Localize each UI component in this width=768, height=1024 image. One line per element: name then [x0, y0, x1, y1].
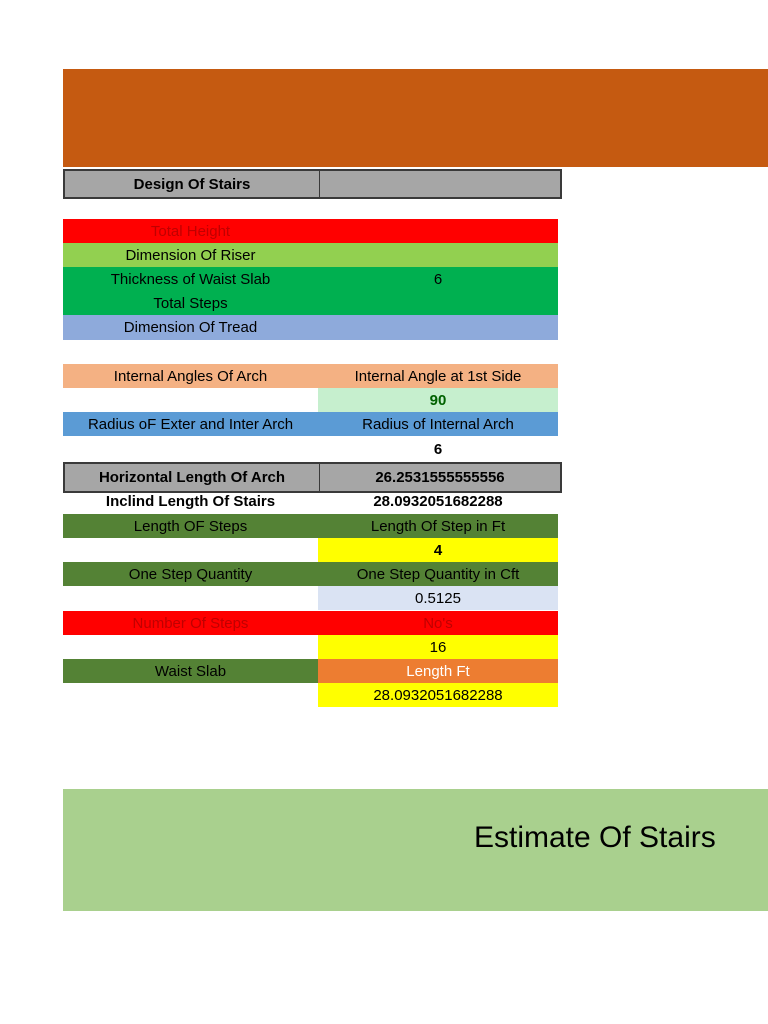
horizontal-length-value: 26.2531555555556 [375, 469, 505, 486]
waist-thickness-value: 6 [433, 270, 443, 288]
horizontal-length-label: Horizontal Length Of Arch [65, 464, 320, 491]
radius-value-row [63, 437, 558, 461]
waist-slab-value-row [63, 683, 558, 707]
dimension-riser-value [318, 243, 558, 267]
one-step-qty-value: 0.5125 [318, 586, 558, 610]
design-title-row [63, 169, 562, 199]
dimension-tread-row [63, 315, 558, 340]
total-steps-value [318, 291, 558, 315]
length-steps-label: Length OF Steps [63, 514, 318, 538]
total-height-label: Total Height [150, 222, 231, 240]
internal-angle-header: Internal Angle at 1st Side [318, 364, 558, 388]
total-height-row [63, 219, 558, 243]
length-step-header: Length Of Step in Ft [318, 514, 558, 538]
length-steps-row [63, 514, 558, 538]
estimate-title: Estimate Of Stairs [474, 821, 716, 854]
inclined-length-value: 28.0932051682288 [373, 492, 503, 510]
one-step-qty-header: One Step Quantity in Cft [318, 562, 558, 586]
one-step-qty-value-row [63, 586, 558, 610]
inclined-length-label: Inclind Length Of Stairs [105, 492, 276, 510]
dimension-riser-row [63, 243, 558, 267]
internal-angles-label: Internal Angles Of Arch [63, 364, 318, 388]
dimension-tread-value [318, 315, 558, 340]
design-title-value [320, 171, 560, 197]
total-steps-row [63, 291, 558, 315]
radius-row [63, 412, 558, 436]
estimate-banner [63, 789, 768, 911]
internal-angle-value-row [63, 388, 558, 412]
design-title-label: Design Of Stairs [65, 171, 320, 197]
number-steps-header: No's [318, 611, 558, 635]
waist-thickness-row [63, 267, 558, 291]
waist-slab-row [63, 659, 558, 683]
number-steps-row [63, 611, 558, 635]
total-steps-label: Total Steps [153, 294, 228, 312]
radius-label: Radius oF Exter and Inter Arch [63, 412, 318, 436]
inclined-length-row [63, 489, 558, 513]
waist-slab-label: Waist Slab [63, 659, 318, 683]
internal-angles-row [63, 364, 558, 388]
header-banner [63, 69, 768, 167]
dimension-tread-label: Dimension Of Tread [123, 319, 258, 336]
one-step-qty-row [63, 562, 558, 586]
number-steps-value-row [63, 635, 558, 659]
length-step-value: 4 [318, 538, 558, 562]
waist-thickness-label: Thickness of Waist Slab [110, 270, 271, 288]
radius-value: 6 [433, 440, 443, 458]
total-height-value [318, 219, 558, 243]
dimension-riser-label: Dimension Of Riser [125, 246, 256, 264]
internal-angle-value: 90 [318, 388, 558, 412]
length-step-value-row [63, 538, 558, 562]
waist-slab-header: Length Ft [318, 659, 558, 683]
one-step-qty-label: One Step Quantity [63, 562, 318, 586]
waist-slab-value: 28.0932051682288 [318, 683, 558, 707]
number-steps-label: Number Of Steps [63, 611, 318, 635]
radius-header: Radius of Internal Arch [318, 412, 558, 436]
number-steps-value: 16 [318, 635, 558, 659]
